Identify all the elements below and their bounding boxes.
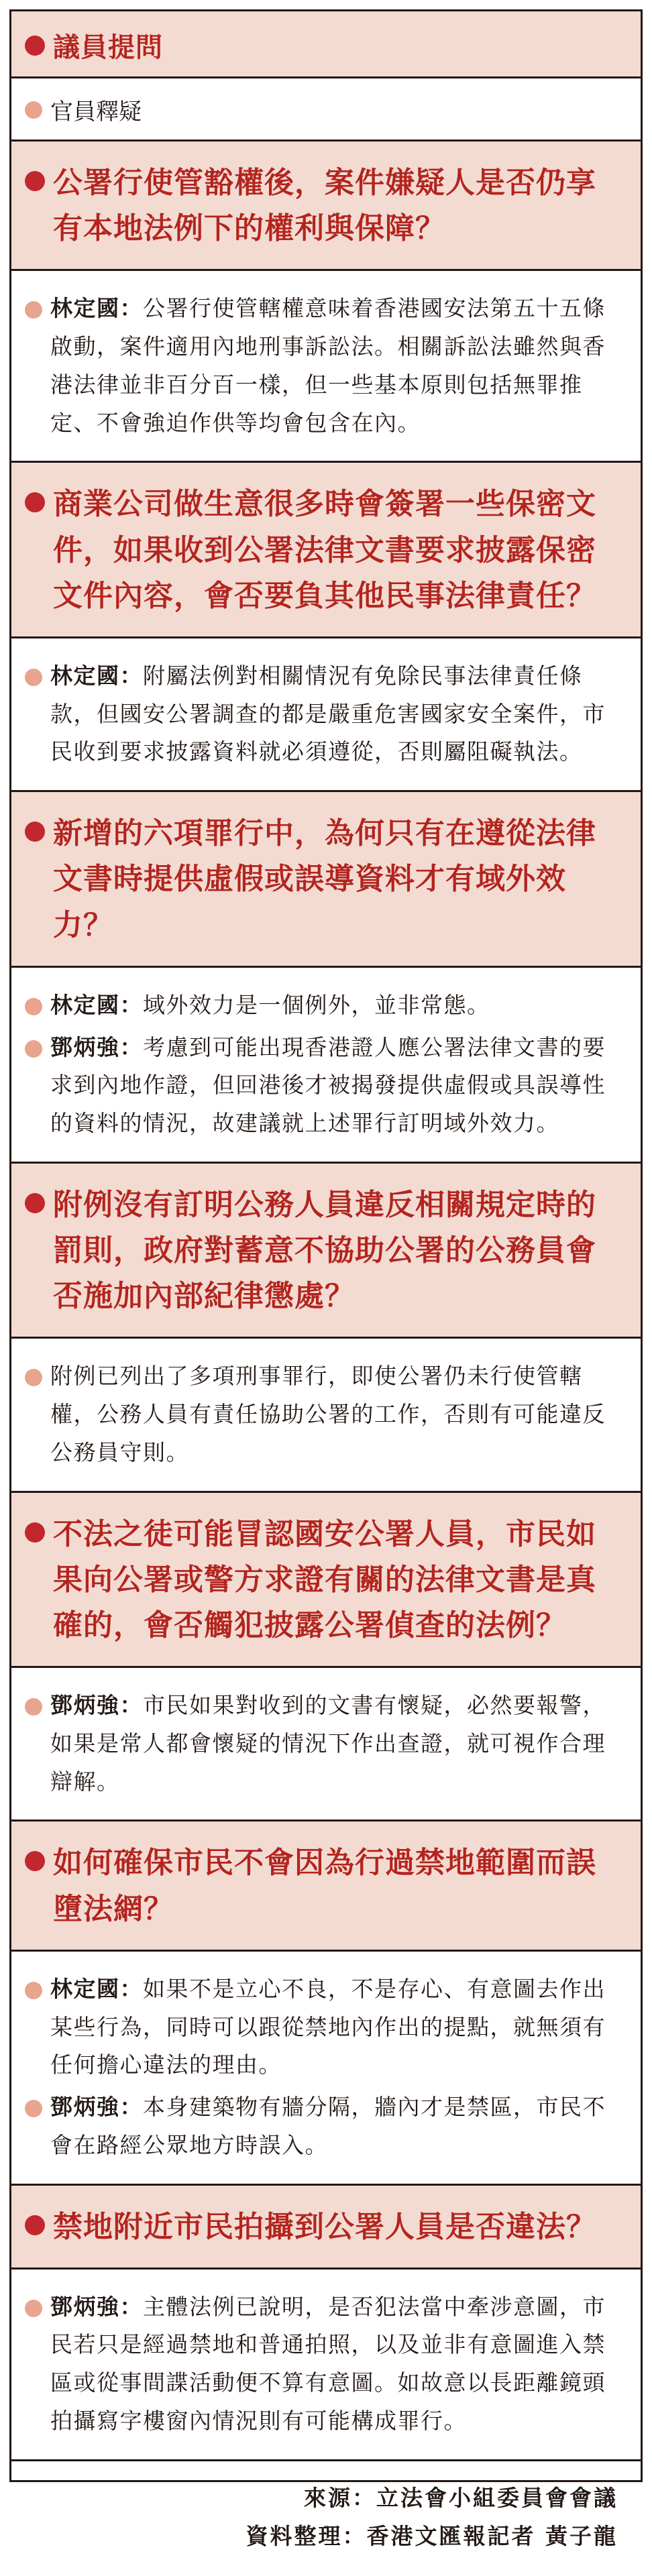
answer-text	[50, 1687, 623, 1801]
question-box-1	[11, 142, 641, 271]
question-box-3	[11, 792, 641, 968]
answer-item	[25, 2288, 623, 2441]
answer-box-6	[11, 1952, 641, 2186]
question-box-5	[11, 1493, 641, 1669]
pink-bullet-icon	[25, 669, 42, 686]
red-bullet-icon	[25, 1851, 45, 1871]
answer-text	[50, 1357, 623, 1471]
answer-body: 主體法例已說明，是否犯法當中牽涉意圖，市民若只是經過禁地和普通拍照，以及並非有意圖進入禁區或從事間諜活動便不算有意圖。如故意以長距離鏡頭拍攝寫字樓窗內情況則有可能構成罪行。	[50, 2293, 606, 2434]
answer-box-7	[11, 2270, 641, 2461]
pink-bullet-icon	[25, 2300, 42, 2317]
answer-box-3	[11, 968, 641, 1164]
red-bullet-icon	[25, 2215, 45, 2235]
answer-item	[25, 290, 623, 442]
speaker-name: 鄧炳強：	[50, 2293, 143, 2320]
answer-text	[50, 2288, 623, 2441]
pink-bullet-icon	[25, 1698, 42, 1716]
answer-text	[50, 657, 623, 771]
pink-bullet-icon	[25, 998, 42, 1015]
section-title: 議員提問	[53, 32, 163, 63]
answer-item	[25, 1687, 623, 1801]
answer-item	[25, 987, 623, 1025]
pink-bullet-icon	[25, 1982, 42, 1999]
speaker-name: 林定國：	[50, 1975, 143, 2002]
speaker-name: 林定國：	[50, 295, 143, 322]
answer-body: 如果不是立心不良，不是存心、有意圖去作出某些行為，同時可以跟從禁地內作出的提點，就無須有任何擔心違法的理由。	[50, 1975, 606, 2078]
answer-body: 附例已列出了多項刑事罪行，即使公署仍未行使管轄權，公務人員有責任協助公署的工作，否則有可能違反公務員守則。	[50, 1363, 606, 1465]
answer-body: 附屬法例對相關情況有免除民事法律責任條款，但國安公署調查的都是嚴重危害國家安全案件，市民收到要求披露資料就必須遵從，否則屬阻礙執法。	[50, 662, 606, 765]
question-text-1: 公署行使管豁權後，案件嫌疑人是否仍享有本地法例下的權利與保障？	[53, 166, 596, 246]
answer-body: 考慮到可能出現香港證人應公署法律文書的要求到內地作證，但回港後才被揭發提供虛假或具誤導性的資料的情況，故建議就上述罪行訂明域外效力。	[50, 1033, 606, 1136]
section-header	[11, 11, 641, 78]
answer-box-5	[11, 1668, 641, 1822]
answer-body: 公署行使管轄權意味着香港國安法第五十五條啟動，案件適用內地刑事訴訟法。相關訴訟法雖然與香港法律並非百分百一樣，但一些基本原則包括無罪推定、不會強迫作供等均會包含在內。	[50, 295, 606, 436]
question-text-3: 新增的六項罪行中，為何只有在遵從法律文書時提供虛假或誤導資料才有域外效力？	[53, 816, 596, 942]
answer-text	[50, 1970, 623, 2084]
red-bullet-icon	[25, 822, 45, 842]
pink-bullet-icon	[25, 2100, 42, 2117]
red-bullet-icon	[25, 492, 45, 512]
red-bullet-icon	[25, 1522, 45, 1543]
answer-item	[25, 1357, 623, 1471]
question-box-2	[11, 463, 641, 638]
section-subheader	[11, 78, 641, 142]
question-text-4: 附例沒有訂明公務人員違反相關規定時的罰則，政府對蓄意不協助公署的公務員會否施加內部紀律懲處？	[53, 1187, 596, 1314]
answer-box-4	[11, 1339, 641, 1492]
question-text-6: 如何確保市民不會因為行過禁地範圍而誤墮法網？	[53, 1846, 596, 1926]
answer-item	[25, 1029, 623, 1143]
answer-body: 本身建築物有牆分隔，牆內才是禁區，市民不會在路經公眾地方時誤入。	[50, 2094, 606, 2158]
pink-bullet-icon	[25, 301, 42, 319]
section-subtitle: 官員釋疑	[50, 99, 142, 125]
answer-item	[25, 1970, 623, 2084]
answer-text	[50, 987, 490, 1025]
source-line: 來源：立法會小組委員會會議	[304, 2484, 618, 2511]
answer-text	[50, 290, 623, 442]
red-bullet-icon	[25, 1193, 45, 1213]
answer-item	[25, 657, 623, 771]
question-text-2: 商業公司做生意很多時會簽署一些保密文件，如果收到公署法律文書要求披露保密文件內容，會否要負其他民事法律責任？	[53, 487, 596, 613]
speaker-name: 鄧炳強：	[50, 1692, 143, 1719]
source-footer	[11, 2461, 641, 2576]
answer-text	[50, 1029, 623, 1143]
pink-bullet-icon	[25, 101, 42, 119]
answer-box-1	[11, 271, 641, 463]
speaker-name: 鄧炳強：	[50, 1033, 143, 1060]
red-bullet-icon	[25, 36, 45, 56]
answer-box-2	[11, 638, 641, 792]
answer-body: 域外效力是一個例外，並非常態。	[143, 991, 490, 1018]
pink-bullet-icon	[25, 1040, 42, 1058]
question-text-7: 禁地附近市民拍攝到公署人員是否違法？	[53, 2209, 596, 2244]
answer-body: 市民如果對收到的文書有懷疑，必然要報警，如果是常人都會懷疑的情況下作出查證，就可視作合理辯解。	[50, 1692, 606, 1795]
red-bullet-icon	[25, 171, 45, 191]
answer-text	[50, 2088, 623, 2165]
answer-item	[25, 2088, 623, 2165]
question-box-4	[11, 1164, 641, 1339]
question-box-7	[11, 2186, 641, 2270]
speaker-name: 林定國：	[50, 991, 143, 1018]
question-box-6	[11, 1822, 641, 1951]
question-text-5: 不法之徒可能冒認國安公署人員，市民如果向公署或警方求證有關的法律文書是真確的，會否觸犯披露公署偵查的法例？	[53, 1516, 596, 1642]
info-box	[9, 9, 643, 2550]
speaker-name: 林定國：	[50, 662, 143, 689]
compiled-by-line: 資料整理：香港文匯報記者 黃子龍	[246, 2523, 618, 2550]
speaker-name: 鄧炳強：	[50, 2094, 143, 2120]
pink-bullet-icon	[25, 1369, 42, 1386]
